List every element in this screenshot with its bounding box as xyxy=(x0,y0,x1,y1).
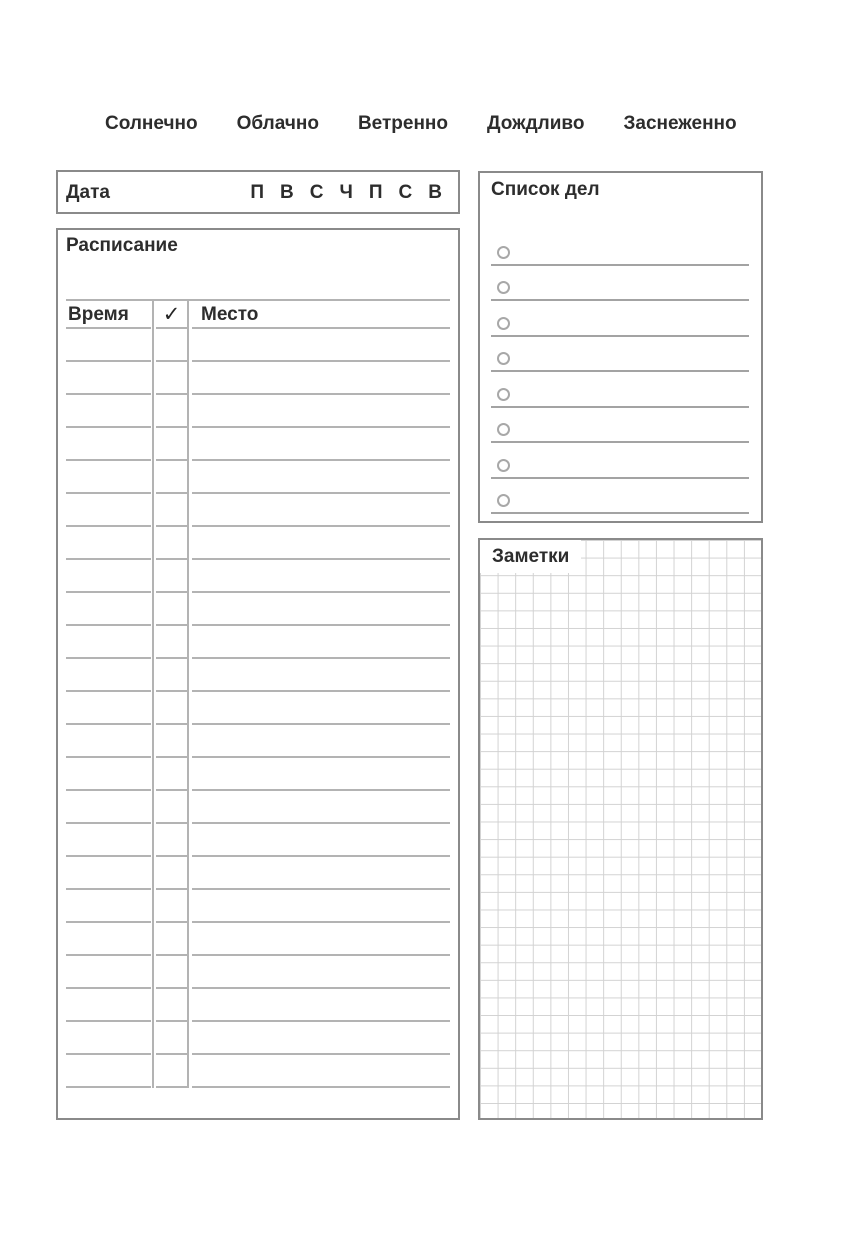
schedule-check-cell xyxy=(156,725,187,758)
schedule-time-cell xyxy=(66,890,151,923)
schedule-time-cell xyxy=(66,758,151,791)
schedule-check-cell xyxy=(156,494,187,527)
weekday-letter: С xyxy=(398,181,413,203)
schedule-row xyxy=(66,890,450,923)
schedule-check-cell xyxy=(156,956,187,989)
schedule-time-cell xyxy=(66,989,151,1022)
schedule-place-cell xyxy=(192,1055,450,1088)
weekday-letter: П xyxy=(250,181,265,203)
weather-option: Облачно xyxy=(236,113,319,134)
schedule-check-cell xyxy=(156,593,187,626)
schedule-row xyxy=(66,659,450,692)
weekday-letter: Ч xyxy=(339,181,353,203)
weekday-letter: П xyxy=(368,181,383,203)
schedule-row xyxy=(66,461,450,494)
notes-title: Заметки xyxy=(492,546,570,567)
schedule-place-cell xyxy=(192,758,450,791)
schedule-place-cell xyxy=(192,659,450,692)
schedule-place-cell xyxy=(192,725,450,758)
todo-item xyxy=(491,266,749,302)
schedule-row xyxy=(66,956,450,989)
schedule-place-cell xyxy=(192,527,450,560)
todo-list xyxy=(491,230,749,514)
schedule-place-cell xyxy=(192,560,450,593)
schedule-rows xyxy=(66,329,450,1088)
schedule-check-cell xyxy=(156,395,187,428)
schedule-time-cell xyxy=(66,791,151,824)
schedule-check-cell xyxy=(156,329,187,362)
schedule-place-cell xyxy=(192,692,450,725)
schedule-check-cell xyxy=(156,923,187,956)
schedule-row xyxy=(66,395,450,428)
schedule-place-cell xyxy=(192,857,450,890)
schedule-time-cell xyxy=(66,725,151,758)
schedule-row xyxy=(66,626,450,659)
schedule-place-cell xyxy=(192,329,450,362)
schedule-box xyxy=(56,228,460,1120)
schedule-vertical-line-2 xyxy=(187,299,189,1088)
weather-option: Ветренно xyxy=(357,113,449,134)
schedule-time-cell xyxy=(66,923,151,956)
schedule-check-cell xyxy=(156,692,187,725)
schedule-check-cell xyxy=(156,659,187,692)
schedule-time-cell xyxy=(66,626,151,659)
schedule-time-cell xyxy=(66,494,151,527)
todo-circle-icon xyxy=(497,352,510,365)
schedule-row xyxy=(66,362,450,395)
schedule-check-cell xyxy=(156,527,187,560)
column-header-time: Время xyxy=(66,301,151,329)
weather-option: Заснеженно xyxy=(623,113,737,134)
todo-item xyxy=(491,337,749,373)
schedule-row xyxy=(66,1055,450,1088)
schedule-time-cell xyxy=(66,461,151,494)
schedule-row xyxy=(66,824,450,857)
schedule-check-cell xyxy=(156,890,187,923)
schedule-check-cell xyxy=(156,428,187,461)
schedule-place-cell xyxy=(192,362,450,395)
schedule-row xyxy=(66,527,450,560)
schedule-row xyxy=(66,758,450,791)
notes-box xyxy=(478,538,763,1120)
schedule-row xyxy=(66,1022,450,1055)
schedule-time-cell xyxy=(66,362,151,395)
weather-row xyxy=(105,114,737,133)
schedule-place-cell xyxy=(192,428,450,461)
weekday-letters xyxy=(250,183,442,202)
schedule-place-cell xyxy=(192,461,450,494)
schedule-row xyxy=(66,494,450,527)
schedule-place-cell xyxy=(192,989,450,1022)
column-header-check xyxy=(156,301,187,329)
weekday-letter: В xyxy=(280,181,294,203)
schedule-time-cell xyxy=(66,395,151,428)
weather-option: Дождливо xyxy=(487,113,585,134)
schedule-row xyxy=(66,692,450,725)
schedule-place-cell xyxy=(192,890,450,923)
schedule-time-cell xyxy=(66,659,151,692)
schedule-place-cell xyxy=(192,494,450,527)
notes-label-background xyxy=(480,540,581,573)
schedule-time-cell xyxy=(66,560,151,593)
schedule-place-cell xyxy=(192,923,450,956)
schedule-table xyxy=(66,299,450,1088)
weekday-letter: В xyxy=(428,181,442,203)
schedule-place-cell xyxy=(192,1022,450,1055)
schedule-time-cell xyxy=(66,824,151,857)
schedule-check-cell xyxy=(156,626,187,659)
todo-item xyxy=(491,443,749,479)
todo-circle-icon xyxy=(497,317,510,330)
schedule-row xyxy=(66,857,450,890)
schedule-check-cell xyxy=(156,1022,187,1055)
schedule-row xyxy=(66,428,450,461)
schedule-place-cell xyxy=(192,824,450,857)
date-box xyxy=(56,170,460,214)
schedule-place-cell xyxy=(192,395,450,428)
schedule-check-cell xyxy=(156,560,187,593)
schedule-row xyxy=(66,560,450,593)
schedule-check-cell xyxy=(156,857,187,890)
schedule-row xyxy=(66,791,450,824)
todo-item xyxy=(491,408,749,444)
schedule-check-cell xyxy=(156,791,187,824)
schedule-time-cell xyxy=(66,527,151,560)
schedule-place-cell xyxy=(192,593,450,626)
date-label: Дата xyxy=(66,181,110,203)
todo-item xyxy=(491,230,749,266)
todo-box xyxy=(478,171,763,523)
schedule-time-cell xyxy=(66,593,151,626)
todo-circle-icon xyxy=(497,459,510,472)
todo-item xyxy=(491,301,749,337)
todo-item xyxy=(491,479,749,515)
weather-option: Солнечно xyxy=(105,113,198,134)
schedule-time-cell xyxy=(66,329,151,362)
schedule-header-row xyxy=(66,301,450,329)
schedule-place-cell xyxy=(192,626,450,659)
schedule-check-cell xyxy=(156,758,187,791)
weekday-letter: С xyxy=(309,181,324,203)
schedule-row xyxy=(66,593,450,626)
todo-circle-icon xyxy=(497,388,510,401)
todo-circle-icon xyxy=(497,246,510,259)
schedule-time-cell xyxy=(66,857,151,890)
schedule-time-cell xyxy=(66,428,151,461)
schedule-title: Расписание xyxy=(66,235,178,256)
schedule-row xyxy=(66,725,450,758)
todo-item xyxy=(491,372,749,408)
schedule-check-cell xyxy=(156,989,187,1022)
schedule-row xyxy=(66,923,450,956)
schedule-row xyxy=(66,329,450,362)
schedule-check-cell xyxy=(156,824,187,857)
schedule-place-cell xyxy=(192,791,450,824)
checkmark-icon: ✓ xyxy=(162,302,181,326)
schedule-check-cell xyxy=(156,362,187,395)
schedule-time-cell xyxy=(66,956,151,989)
schedule-place-cell xyxy=(192,956,450,989)
schedule-vertical-line-1 xyxy=(152,299,154,1088)
todo-title: Список дел xyxy=(491,179,600,200)
todo-circle-icon xyxy=(497,423,510,436)
schedule-check-cell xyxy=(156,1055,187,1088)
schedule-time-cell xyxy=(66,692,151,725)
column-header-place: Место xyxy=(192,301,450,329)
schedule-time-cell xyxy=(66,1055,151,1088)
todo-circle-icon xyxy=(497,494,510,507)
schedule-row xyxy=(66,989,450,1022)
schedule-time-cell xyxy=(66,1022,151,1055)
todo-circle-icon xyxy=(497,281,510,294)
schedule-check-cell xyxy=(156,461,187,494)
